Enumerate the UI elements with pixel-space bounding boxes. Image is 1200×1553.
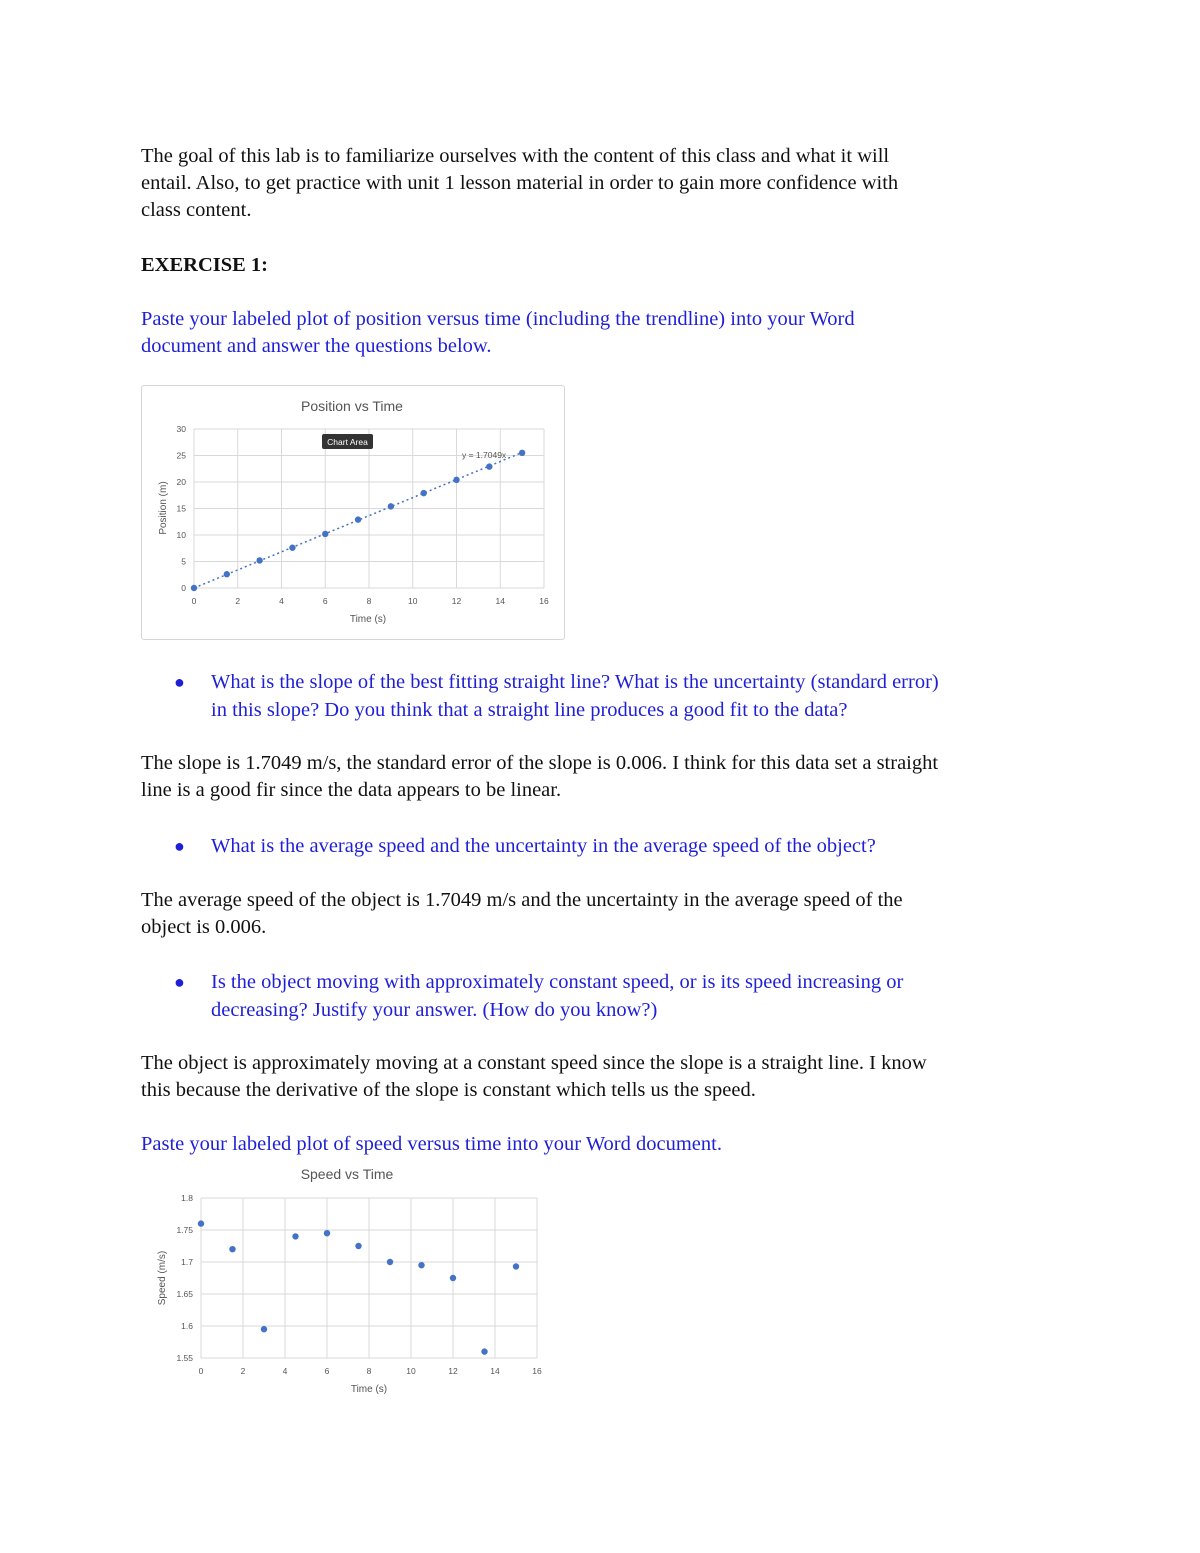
answer-1-line-1: The slope is 1.7049 m/s, the standard error of the slope is 0.006. I think for this data set a straight: [141, 752, 939, 774]
bullet-icon: ●: [174, 836, 185, 856]
position-chart-frame[interactable]: [141, 385, 565, 640]
data-point: [292, 1233, 298, 1239]
y-tick-label: 5: [181, 556, 186, 567]
x-tick-label: 6: [324, 1366, 330, 1376]
data-point: [224, 571, 230, 577]
x-axis-label: Time (s): [350, 1384, 388, 1395]
data-point: [420, 490, 426, 496]
question-3-line-2: decreasing? Justify your answer. (How do you know?): [211, 999, 658, 1021]
y-tick-label: 0: [181, 583, 186, 593]
question-1-line-2: in this slope? Do you think that a straight line produces a good fit to the data?: [211, 699, 848, 721]
data-point: [355, 516, 361, 522]
y-tick-label: 1.8: [181, 1193, 193, 1203]
bullet-icon: ●: [174, 672, 185, 692]
answer-2-line-1: The average speed of the object is 1.7049 m/s and the uncertainty in the average speed of the: [141, 889, 903, 911]
data-point: [450, 1275, 456, 1281]
x-tick-label: 12: [448, 1366, 458, 1376]
speed-chart-frame[interactable]: [141, 1158, 563, 1403]
x-tick-label: 6: [322, 596, 328, 606]
chart-area-tooltip: [322, 434, 373, 449]
x-tick-label: 14: [490, 1366, 500, 1376]
x-tick-label: 0: [198, 1366, 204, 1376]
x-tick-label: 10: [406, 1366, 416, 1376]
x-axis-label: Time (s): [349, 614, 387, 625]
data-point: [324, 1230, 330, 1236]
y-tick-label: 1.7: [181, 1257, 193, 1267]
instruction-speed-plot: Paste your labeled plot of speed versus time into your Word document.: [141, 1133, 722, 1155]
question-2-line-1: What is the average speed and the uncertainty in the average speed of the object?: [211, 835, 876, 857]
intro-line-2: entail. Also, to get practice with unit 1 lesson material in order to gain more confidence with: [141, 172, 899, 194]
data-point: [198, 1220, 204, 1226]
trendline-equation: y = 1.7049x: [462, 450, 507, 460]
data-points: [198, 1220, 519, 1354]
y-tick-label: 1.65: [176, 1289, 193, 1299]
data-point: [453, 477, 459, 483]
data-point: [387, 1259, 393, 1265]
data-point: [486, 463, 492, 469]
y-tick-label: 1.6: [181, 1321, 193, 1331]
x-tick-label: 14: [495, 596, 505, 606]
y-tick-label: 10: [176, 530, 186, 540]
instruction-1-line-1: Paste your labeled plot of position versus time (including the trendline) into your Word: [141, 308, 855, 330]
data-point: [229, 1246, 235, 1252]
x-tick-label: 2: [235, 596, 241, 606]
answer-3-line-1: The object is approximately moving at a constant speed since the slope is a straight line. I know: [141, 1052, 927, 1074]
data-points: [191, 450, 526, 592]
answer-2-line-2: object is 0.006.: [141, 916, 267, 938]
chart-title: Position vs Time: [301, 398, 403, 414]
data-point: [289, 545, 295, 551]
speed-vs-time-chart: [141, 1158, 563, 1403]
data-point: [191, 585, 197, 591]
tooltip-label: Chart Area: [327, 437, 368, 447]
answer-3-line-2: this because the derivative of the slope is constant which tells us the speed.: [141, 1079, 756, 1101]
bullet-icon: ●: [174, 972, 185, 992]
x-tick-label: 2: [240, 1366, 246, 1376]
x-tick-labels: [192, 596, 549, 606]
question-3-line-1: Is the object moving with approximately constant speed, or is its speed increasing or: [211, 971, 904, 993]
x-tick-label: 16: [539, 596, 549, 606]
y-tick-labels: [177, 424, 187, 593]
x-tick-label: 8: [366, 1366, 372, 1376]
data-point: [418, 1262, 424, 1268]
y-tick-label: 1.55: [176, 1353, 193, 1363]
y-axis-label: Speed (m/s): [157, 1250, 168, 1306]
y-tick-labels: [176, 1193, 193, 1363]
y-tick-label: 30: [176, 424, 186, 434]
x-tick-label: 12: [451, 596, 462, 606]
data-point: [261, 1326, 267, 1332]
y-tick-label: 25: [176, 450, 186, 461]
data-point: [519, 450, 525, 456]
x-tick-label: 8: [366, 596, 372, 606]
data-point: [388, 503, 394, 509]
position-vs-time-chart: [142, 386, 564, 639]
answer-1-line-2: line is a good fir since the data appears to be linear.: [141, 779, 562, 801]
x-tick-label: 10: [408, 596, 418, 606]
chart-grid: [201, 1198, 537, 1358]
y-tick-label: 15: [176, 503, 186, 514]
data-point: [481, 1348, 487, 1354]
exercise-heading: EXERCISE 1:: [141, 254, 269, 276]
question-1-line-1: What is the slope of the best fitting straight line? What is the uncertainty (standard error): [211, 671, 939, 693]
y-tick-label: 1.75: [176, 1225, 193, 1235]
data-point: [355, 1243, 361, 1249]
intro-line-1: The goal of this lab is to familiarize ourselves with the content of this class and what it will: [141, 145, 890, 167]
y-axis-label: Position (m): [158, 481, 169, 535]
x-tick-label: 4: [279, 596, 284, 606]
chart-title: Speed vs Time: [300, 1166, 394, 1182]
data-point: [513, 1263, 519, 1269]
data-point: [256, 557, 262, 563]
x-tick-labels: [199, 1366, 542, 1376]
y-tick-label: 20: [176, 477, 186, 487]
x-tick-label: 4: [282, 1366, 288, 1376]
instruction-1-line-2: document and answer the questions below.: [141, 335, 492, 357]
data-point: [322, 531, 328, 537]
x-tick-label: 16: [532, 1366, 542, 1376]
x-tick-label: 0: [191, 596, 197, 606]
intro-line-3: class content.: [141, 199, 252, 221]
